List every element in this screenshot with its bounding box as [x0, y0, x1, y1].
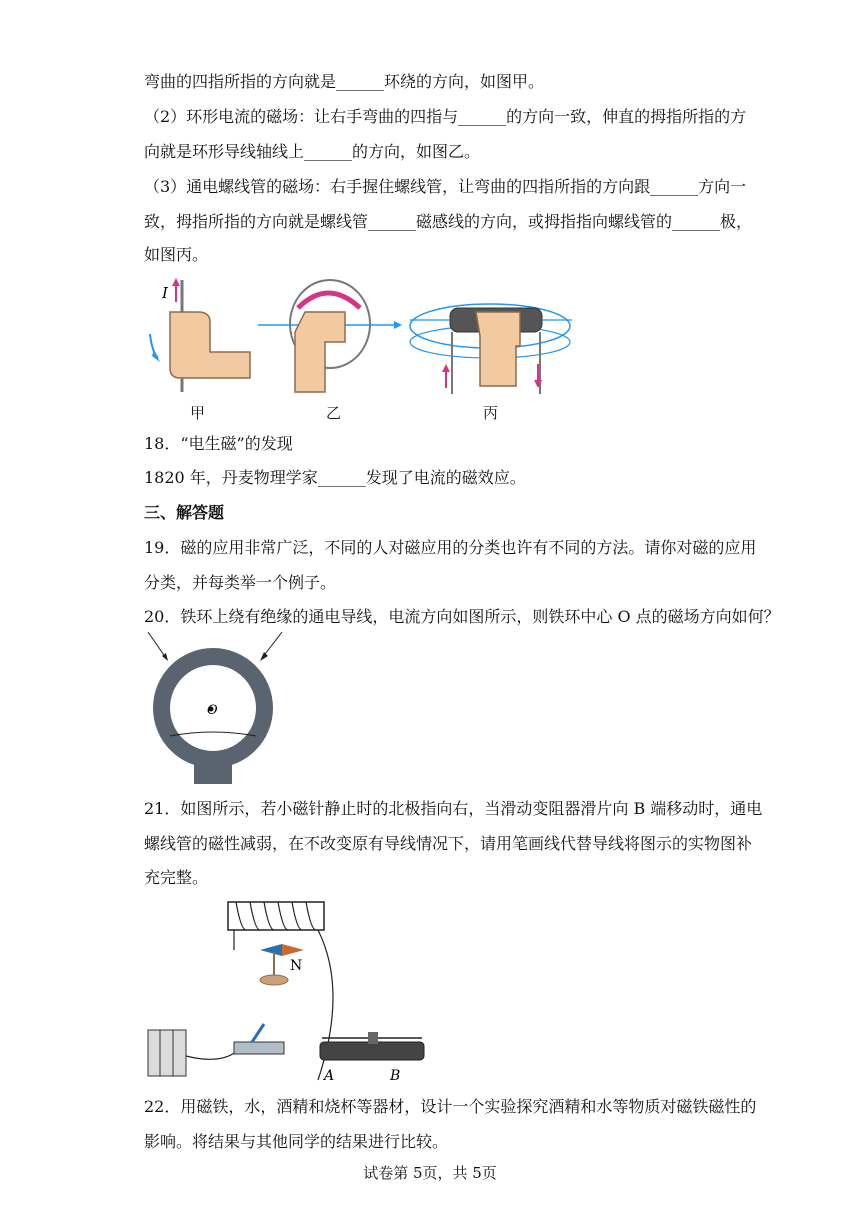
question-21: 21．如图所示，若小磁针静止时的北极指向右，当滑动变阻器滑片向 B 端移动时，通电: [144, 799, 763, 818]
current-label: I: [162, 284, 168, 302]
text-line: 螺线管的磁性减弱，在不改变原有导线情况下，请用笔画线代替导线将图示的实物图补: [144, 834, 753, 853]
page-footer: 试卷第 5页，共 5页: [363, 1164, 497, 1182]
question-18: 18．“电生磁”的发现: [144, 434, 293, 453]
right-hand-rule-figure: [140, 272, 600, 422]
text-line: 如图丙。: [144, 245, 209, 264]
center-label: O: [207, 703, 218, 718]
text-line: 影响。将结果与其他同学的结果进行比较。: [144, 1132, 449, 1151]
text-line: 弯曲的四指所指的方向就是______环绕的方向，如图甲。: [144, 72, 545, 91]
rheostat-end-b-label: B: [390, 1068, 401, 1084]
text-line: 向就是环形导线轴线上______的方向，如图乙。: [144, 142, 481, 161]
text-line: 分类，并每类举一个例子。: [144, 573, 337, 592]
question-22: 22．用磁铁，水，酒精和烧杯等器材，设计一个实验探究酒精和水等物质对磁铁磁性的: [144, 1097, 757, 1116]
north-pole-label: N: [290, 958, 303, 974]
text-line: 致，拇指所指的方向就是螺线管______磁感线的方向，或拇指指向螺线管的______极，: [144, 212, 753, 231]
text-line: （3）通电螺线管的磁场：右手握住螺线管，让弯曲的四指所指的方向跟______方向一: [144, 177, 747, 196]
text-line: 充完整。: [144, 868, 209, 887]
caption-jia: 甲: [190, 404, 206, 422]
question-20: 20．铁环上绕有绝缘的通电导线，电流方向如图所示，则铁环中心 O 点的磁场方向如何？: [144, 607, 780, 626]
text-line: 1820 年，丹麦物理学家______发现了电流的磁效应。: [144, 468, 526, 487]
section-heading: 三、解答题: [144, 503, 225, 522]
rheostat-end-a-label: A: [324, 1068, 335, 1084]
caption-bing: 丙: [483, 404, 499, 422]
iron-ring-figure: [140, 630, 290, 786]
caption-yi: 乙: [326, 404, 342, 422]
text-line: （2）环形电流的磁场：让右手弯曲的四指与______的方向一致，伸直的拇指所指的方: [144, 107, 747, 126]
circuit-figure: [140, 892, 440, 1086]
question-19: 19．磁的应用非常广泛，不同的人对磁应用的分类也许有不同的方法。请你对磁的应用: [144, 538, 757, 557]
